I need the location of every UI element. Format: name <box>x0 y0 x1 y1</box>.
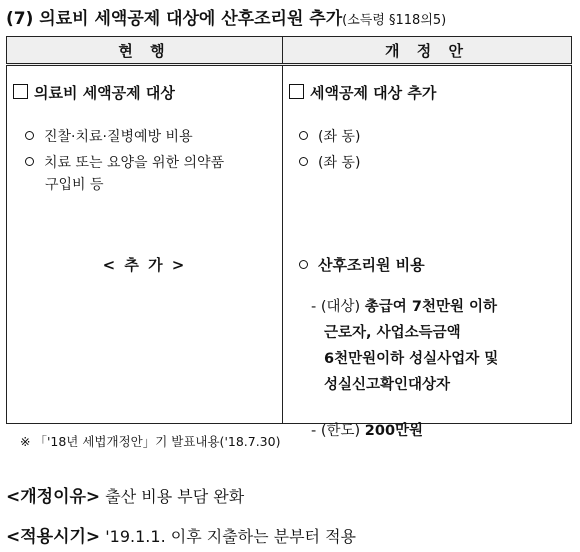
circle-bullet-icon <box>299 157 308 166</box>
proposed-item-1-text: (좌 동) <box>318 129 361 145</box>
proposed-item-2-text: (좌 동) <box>318 155 361 171</box>
target-line-2: 근로자, 사업소득금액 <box>324 325 461 341</box>
proposed-column <box>283 65 572 439</box>
current-column <box>7 65 283 424</box>
current-heading <box>13 82 175 103</box>
proposed-item-1 <box>299 126 360 146</box>
target-text-1: 총급여 7천만원 이하 <box>364 299 498 315</box>
limit-value: 200만원 <box>364 423 424 439</box>
target-prefix: - (대상) <box>311 299 365 315</box>
current-item-2-cont: 구입비 등 <box>45 177 104 193</box>
target-block <box>311 294 566 444</box>
timing-label: <적용시기> <box>6 527 101 547</box>
limit-prefix: - (한도) <box>311 423 365 439</box>
header-proposed: 개 정 안 <box>283 37 572 65</box>
circle-bullet-icon <box>299 260 308 269</box>
header-current: 현 행 <box>7 37 283 65</box>
proposed-heading <box>289 82 436 103</box>
reason-label: <개정이유> <box>6 487 101 507</box>
current-item-1-text: 진찰·치료·질병예방 비용 <box>44 129 193 145</box>
footnote: ※ 「'18년 세법개정안」기 발표내용('18.7.30) <box>20 434 281 449</box>
proposed-new-item-text: 산후조리원 비용 <box>318 256 425 274</box>
comparison-table <box>6 36 572 439</box>
current-item-2-text: 치료 또는 요양을 위한 의약품 <box>44 155 225 171</box>
legal-reference: (소득령 §118의5) <box>342 13 447 28</box>
proposed-item-2 <box>299 152 360 172</box>
reason-text: 출산 비용 부담 완화 <box>105 487 245 506</box>
section-title <box>6 4 446 29</box>
proposed-new-item <box>299 254 425 275</box>
circle-bullet-icon <box>25 131 34 140</box>
reason-line <box>6 482 244 507</box>
timing-text: '19.1.1. 이후 지출하는 분부터 적용 <box>105 527 357 546</box>
target-line-4: 성실신고확인대상자 <box>324 377 451 393</box>
proposed-heading-text: 세액공제 대상 추가 <box>310 84 437 102</box>
current-item-1 <box>25 126 193 146</box>
current-heading-text: 의료비 세액공제 대상 <box>34 84 175 102</box>
current-item-2 <box>25 152 224 172</box>
circle-bullet-icon <box>299 131 308 140</box>
target-line-3: 6천만원이하 성실사업자 및 <box>324 351 499 367</box>
target-line-1 <box>311 299 497 315</box>
add-marker: < 추 가 > <box>102 256 187 274</box>
circle-bullet-icon <box>25 157 34 166</box>
square-bullet-icon <box>289 84 304 99</box>
section-title-text: (7) 의료비 세액공제 대상에 산후조리원 추가 <box>6 9 343 29</box>
limit-line <box>311 418 566 444</box>
square-bullet-icon <box>13 84 28 99</box>
timing-line <box>6 522 356 547</box>
